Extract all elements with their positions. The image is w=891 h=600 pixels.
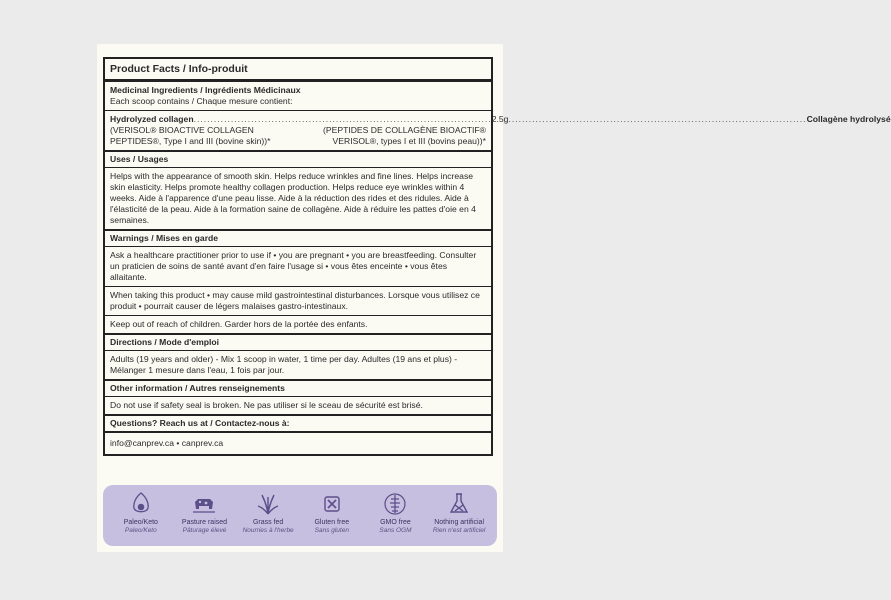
ingredient-name-en: Hydrolyzed collagen — [110, 114, 194, 124]
badge-label-fr: Sans gluten — [314, 527, 349, 534]
badge-gmo-free — [366, 491, 424, 534]
questions-heading: Questions? Reach us at / Contactez-nous à: — [105, 416, 491, 433]
ingredient-amount: 2.5g — [491, 114, 509, 124]
product-facts-panel — [103, 57, 891, 456]
badge-label-en: Grass fed — [252, 519, 284, 526]
no-artificial-icon — [446, 491, 472, 517]
badge-label-fr: Rien n'est artificiel — [432, 527, 486, 534]
badge-label-fr: Pâturage élevé — [182, 527, 227, 534]
badge-grass-fed — [239, 491, 297, 534]
avocado-icon — [128, 491, 154, 517]
cow-icon — [191, 491, 217, 517]
badge-pasture-raised — [175, 491, 233, 534]
product-label — [97, 44, 891, 552]
badge-gluten-free — [303, 491, 361, 534]
other-info-text: Do not use if safety seal is broken. Ne pas utiliser si le sceau de sécurité est brisé. — [105, 397, 491, 416]
badge-label-fr: Nourries à l'herbe — [242, 527, 294, 534]
leader-dots-2: ........................................................................................ — [508, 114, 807, 124]
ingredient-name-fr: Collagène hydrolysé — [806, 114, 891, 124]
warnings-heading: Warnings / Mises en garde — [105, 231, 491, 247]
badge-label-en: Nothing artificial — [434, 519, 485, 526]
facts-title: Product Facts / Info-produit — [105, 59, 491, 82]
badge-label-en: GMO free — [380, 519, 411, 526]
ingredient-source — [110, 125, 486, 147]
gluten-free-icon — [319, 491, 345, 517]
medicinal-heading: Medicinal Ingredients / Ingrédients Médicinaux — [110, 85, 301, 95]
directions-text: Adults (19 years and older) - Mix 1 scoop in water, 1 time per day. Adultes (19 ans et plus) - Mélanger 1 mesure dans l'eau, 1 fois par jour. — [105, 351, 491, 381]
leader-dots: ........................................................................................ — [193, 114, 492, 124]
badge-label-fr: Sans OGM — [379, 527, 412, 534]
badge-nothing-artificial — [430, 491, 488, 534]
each-scoop-text: Each scoop contains / Chaque mesure contient: — [110, 96, 293, 106]
warnings-text-gastro: When taking this product • may cause mild gastrointestinal disturbances. Lorsque vous utilisez ce produit • pourrait causer de légers malaises gastro-intestinaux. — [105, 287, 491, 316]
ingredient-source-fr: (PEPTIDES DE COLLAGÈNE BIOACTIF® VERISOL®, types I et III (bovins peau))* — [323, 125, 486, 146]
grass-icon — [255, 491, 281, 517]
ingredient-line — [110, 114, 891, 125]
badge-label-en: Pasture raised — [181, 519, 228, 526]
badges-bar — [103, 485, 497, 546]
medicinal-ingredients-section — [105, 82, 491, 111]
uses-text: Helps with the appearance of smooth skin. Helps reduce wrinkles and fine lines. Helps increase skin elasticity. Helps promote healthy collagen production. Helps reduce eye wrinkles within 4 weeks. Aide à l'apparence d'une peau lisse. Aide à la réduction des rides et des ridules. Aide à l'élasticité de la peau. Aide à la formation saine de collagène. Aide à réduire les pattes d'oie en 4 semaines. — [105, 168, 491, 231]
badge-label-en: Gluten free — [314, 519, 350, 526]
badge-paleo-keto — [112, 491, 170, 534]
directions-heading: Directions / Mode d'emploi — [105, 335, 491, 351]
ingredient-row — [105, 111, 891, 152]
contact-text: info@canprev.ca • canprev.ca — [110, 438, 224, 448]
warnings-text-children: Keep out of reach of children. Garder hors de la portée des enfants. — [105, 316, 491, 335]
badge-label-en: Paleo/Keto — [123, 519, 158, 526]
gmo-free-icon — [382, 491, 408, 517]
other-info-heading: Other information / Autres renseignements — [105, 381, 491, 397]
warnings-text-pregnancy: Ask a healthcare practitioner prior to use if • you are pregnant • you are breastfeeding. Consulter un praticien de soins de santé avant d'en faire l'usage si • vous êtes enceinte • vous êtes allaitante. — [105, 247, 491, 287]
uses-heading: Uses / Usages — [105, 152, 491, 168]
ingredient-source-en: (VERISOL® BIOACTIVE COLLAGEN PEPTIDES®, Type I and III (bovine skin))* — [110, 125, 271, 146]
badge-label-fr: Paleo/Keto — [124, 527, 157, 534]
